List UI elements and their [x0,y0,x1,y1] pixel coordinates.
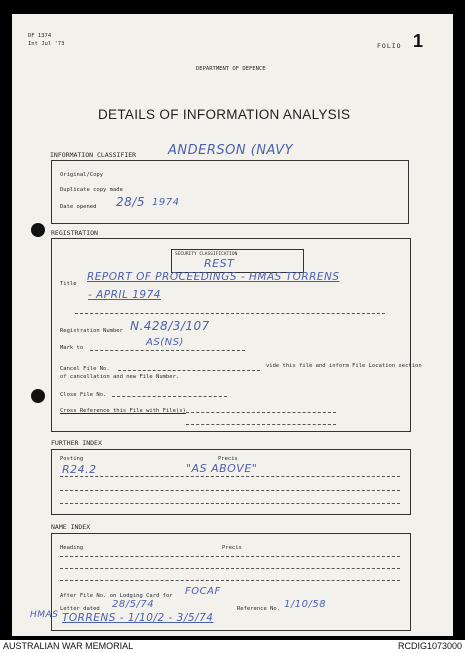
heading-label: Heading [60,545,84,551]
footer-left: AUSTRALIAN WAR MEMORIAL [3,641,134,651]
cancel-text-2: of cancellation and new File Number. [60,374,180,380]
title-line2: - APRIL 1974 [88,289,161,301]
bottom-handwritten-line: TORRENS - 1/10/2 - 3/5/74 [62,612,214,624]
date-opened-value: 28/5 [116,195,145,209]
form-date: Int Jul '73 [28,41,65,47]
name-dotted-line-3 [60,580,400,581]
reference-value: 1/10/58 [284,599,327,610]
cancel-file-label: Cancel File No. [60,366,110,372]
footer-bar [0,640,465,653]
classifier-value: ANDERSON (NAVY [168,143,294,158]
further-dotted-line-3 [60,503,400,504]
after-file-value: FOCAF [185,586,221,597]
title-dotted-line [75,313,385,314]
cross-ref-dotted-line-2 [186,424,336,425]
title-label: Title [60,281,77,287]
registration-heading: REGISTRATION [51,229,98,237]
further-precis-value: "AS ABOVE" [186,462,258,475]
posting-label: Posting [60,456,84,462]
name-dotted-line-2 [60,568,400,569]
folio-label: FOLIO [377,42,402,50]
margin-note: HMAS [30,610,59,620]
mark-to-value: AS(NS) [146,337,184,348]
registration-number-value: N.428/3/107 [130,319,210,333]
further-dotted-line-2 [60,490,400,491]
department-name: DEPARTMENT OF DEFENCE [196,66,266,72]
footer-right: RCDIG1073000 [397,641,462,651]
mark-to-label: Mark to [60,345,84,351]
name-index-heading: NAME INDEX [51,523,91,531]
cross-reference-label: Cross Reference this File with File(s) [60,408,186,414]
form-code: DF 1374 [28,33,52,39]
folio-number: 1 [413,31,424,51]
after-file-label: After File No. on Lodging Card for [60,593,173,599]
letter-dated-value: 28/5/74 [112,599,155,610]
cancel-dotted-line [118,370,260,371]
posting-value: R24.2 [62,463,97,476]
registration-number-label: Registration Number [60,328,123,334]
further-precis-label: Precis [218,456,238,462]
title-line1: REPORT OF PROCEEDINGS - HMAS TORRENS [87,271,340,283]
form-title: DETAILS OF INFORMATION ANALYSIS [98,107,351,122]
further-dotted-line-1 [60,476,400,477]
name-dotted-line-1 [60,556,400,557]
duplicate-label: Duplicate copy made [60,187,123,193]
date-opened-year: 1974 [152,197,180,208]
classifier-label: INFORMATION CLASSIFIER [50,151,137,159]
close-dotted-line [112,396,227,397]
original-copy-label: Original/Copy [60,172,104,178]
further-index-heading: FURTHER INDEX [51,439,102,447]
date-opened-label: Date opened [60,204,97,210]
reference-label: Reference No. [237,606,281,612]
cancel-text: vide this file and inform File Location section [266,363,422,369]
security-label: SECURITY CLASSIFICATION [175,252,238,257]
close-file-label: Close File No. [60,392,107,398]
cross-ref-dotted-line-1 [186,412,336,413]
punch-hole-upper [31,223,45,237]
letter-dated-label: Letter dated [60,606,100,612]
punch-hole-lower [31,389,45,403]
name-precis-label: Precis [222,545,242,551]
mark-to-dotted-line [90,350,245,351]
security-value: REST [204,257,235,270]
